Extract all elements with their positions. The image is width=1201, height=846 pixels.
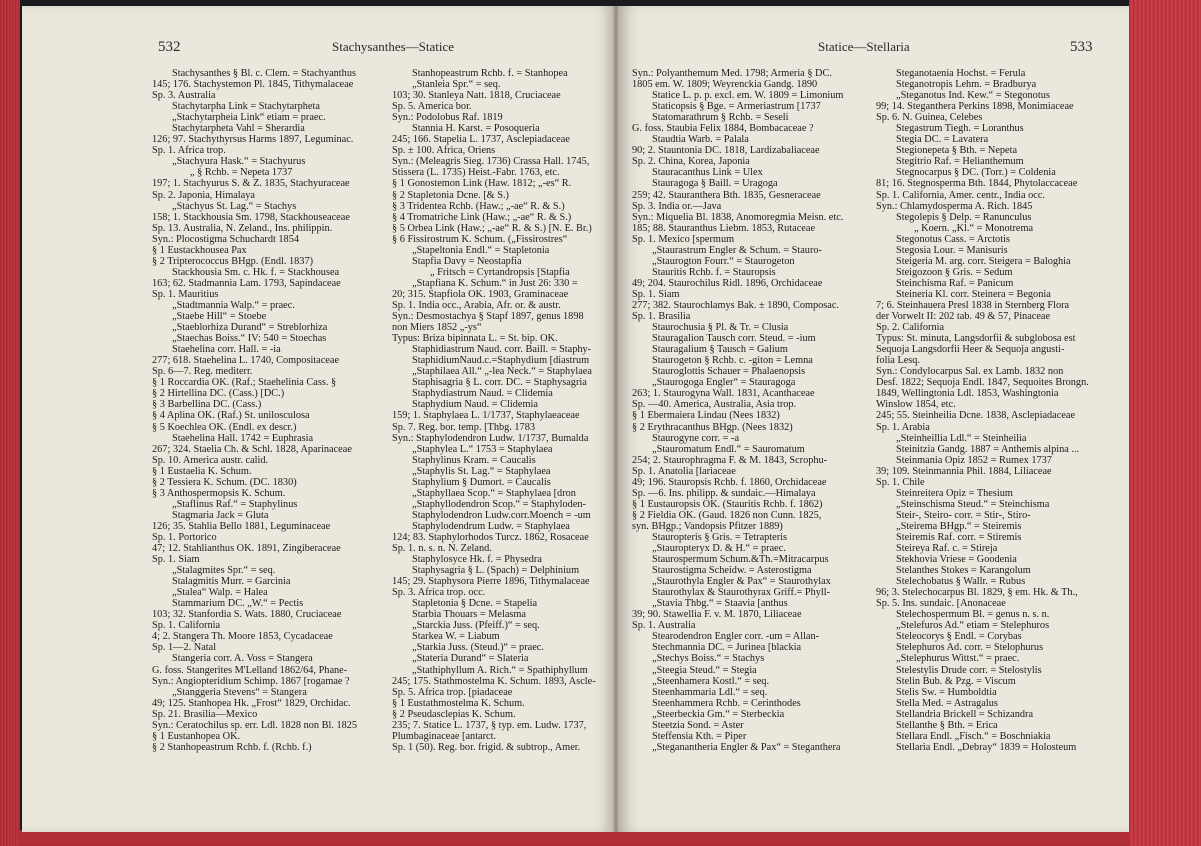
entry-line: § 2 Stanhopeastrum Rchb. f. (Rchb. f.) [152, 741, 312, 753]
entry-line: § 5 Koechlea OK. (Endl. ex descr.) [152, 421, 297, 433]
entry-line: Sp. 21. Brasilia—Mexico [152, 708, 258, 720]
entry-line: 7; 6. Steinhauera Presl 1838 in Sternberg Flora [876, 299, 1070, 311]
entry-line: 245; 175. Stathmostelma K. Schum. 1893, Ascle- [392, 675, 596, 687]
entry-line: 126; 35. Stahlia Bello 1881, Leguminaceae [152, 520, 331, 532]
entry-line: § 1 Ebermaiera Lindau (Nees 1832) [632, 410, 780, 422]
entry-line: 96; 3. Stelechocarpus Bl. 1829, § em. Hk. & Th., [876, 587, 1078, 599]
entry-line: 81; 16. Stegnosperma Bth. 1844, Phytolaccaceae [876, 178, 1078, 190]
entry-line: Steenhammaria Ldl.“ = seq. [652, 686, 768, 698]
entry-line: Syn.: Angiopteridium Schimp. 1867 [rogamae ? [152, 675, 350, 687]
right-running-head: Statice—Stellaria [818, 39, 910, 54]
entry-line: Steinitzia Gandg. 1887 = Anthemis alpina ... [896, 443, 1080, 455]
entry-line: „Stapfiana K. Schum.“ in Just 26: 330 = [412, 277, 578, 289]
entry-line: Steleocorys § Endl. = Corybas [896, 631, 1022, 643]
entry-line: „Stanleia Spr.“ = seq. [412, 79, 501, 91]
book-edge-left [0, 0, 20, 846]
entry-line: 145; 29. Staphysora Pierre 1896, Tithymalaceae [392, 576, 590, 588]
entry-line: „Staphylea L.“ 1753 = Staphylaea [412, 443, 553, 455]
entry-line: Stelechobatus § Wallr. = Rubus [896, 576, 1026, 588]
entry-line: 277; 382. Staurochlamys Bak. ± 1890, Composac. [632, 299, 839, 311]
entry-line: Stauropteris § Gris. = Tetrapteris [652, 531, 788, 543]
entry-line: Stauragalion Tausch corr. Steud. = -ium [652, 333, 816, 345]
entry-line: Staticopsis § Bge. = Armeriastrum [1737 [652, 101, 821, 113]
entry-line: „ § Rchb. = Nepeta 1737 [190, 167, 293, 179]
entry-line: „Stauropteryx D. & H.“ = praec. [652, 543, 786, 555]
entry-line: Sp. 6—7. Reg. mediterr. [152, 366, 253, 378]
entry-line: „Stachyura Hask.“ = Stachyurus [172, 156, 306, 168]
entry-line: 245; 166. Stapelia L. 1737, Asclepiadaceae [392, 134, 570, 146]
entry-line: Sp. 1. California [152, 620, 221, 632]
entry-line: Syn.: (Meleagris Sieg. 1736) Crassa Hall. 1745, [392, 156, 590, 168]
entry-line: folia Lesq. [876, 355, 921, 367]
entry-line: Syn.: Plocostigma Schuchardt 1854 [152, 233, 300, 245]
entry-line: Stagmaria Jack = Gluta [172, 509, 269, 521]
entry-line: Typus: St. minuta, Langsdorfii & subglobosa est [876, 333, 1076, 345]
entry-line: 47; 12. Stahlianthus OK. 1891, Zingiberaceae [152, 543, 341, 555]
entry-line: § 1 Eustaelia K. Schum. [152, 465, 252, 477]
entry-line: 245; 55. Steinheilia Dcne. 1838, Asclepiadaceae [876, 410, 1076, 422]
entry-line: Stachysanthes § Bl. c. Clem. = Stachyanthus [172, 68, 356, 79]
entry-line: Staphylinus Kram. = Caucalis [412, 454, 536, 466]
entry-line: „ Fritsch = Cyrtandropsis [Stapfia [430, 266, 570, 278]
entry-line: „Staurogton Fourr.“ = Staurogeton [652, 255, 795, 267]
entry-line: Staudtia Warb. = Palala [652, 134, 749, 146]
entry-line: Stegastrum Tiegh. = Loranthus [896, 123, 1024, 135]
entry-line: Sp. 2. Japonia, Himalaya [152, 189, 255, 201]
entry-line: „Stadtmannia Walp.“ = praec. [172, 299, 295, 311]
entry-line: § 2 Stapletonia Dcne. [& S.) [392, 189, 509, 201]
entry-line: Staphysagria § L. (Spach) = Delphinium [412, 565, 580, 577]
entry-line: 49; 125. Stanhopea Hk. „Frost“ 1829, Orchidac. [152, 697, 351, 709]
entry-line: 259; 42. Stauranthera Bth. 1835, Gesneraceae [632, 189, 821, 201]
entry-line: Syn.: Miquelia Bl. 1838, Anomoregmia Meisn. etc. [632, 211, 844, 223]
entry-line: Staurogeton § Rchb. c. -giton = Lemna [652, 355, 813, 367]
entry-line: Starkea W. = Liabum [412, 631, 500, 643]
entry-line: „Stauromatum Endl.“ = Sauromatum [652, 443, 805, 455]
entry-line: „Staurogoga Engler“ = Stauragoga [652, 377, 796, 389]
entry-line: § 2 Hirtellina DC. (Cass.) [DC.) [152, 388, 285, 400]
entry-line: 49; 196. Stauropsis Rchb. f. 1860, Orchidaceae [632, 476, 827, 488]
entry-line: Sp. 1. Brasilia [632, 311, 691, 323]
entry-line: 185; 88. Stauranthus Liebm. 1853, Rutaceae [632, 222, 816, 234]
entry-line: Stegnocarpus § DC. (Torr.) = Coldenia [896, 167, 1056, 179]
entry-line: § 1 Eustanhopea OK. [152, 730, 241, 742]
entry-line: Sp. 5. Africa trop. [piadaceae [392, 686, 513, 698]
entry-line: Stegosia Lour. = Manisuris [896, 244, 1008, 256]
entry-line: „Steirema BHgp.“ = Steiremis [896, 520, 1022, 532]
entry-line: Stapletonia § Dcne. = Stapelia [412, 598, 538, 610]
entry-line: 277; 618. Staehelina L. 1740, Compositaceae [152, 355, 340, 367]
entry-line: Stachytarpheta Vahl = Sherardia [172, 123, 305, 135]
entry-line: Steinmania Opiz 1852 = Rumex 1737 [896, 454, 1052, 466]
entry-line: Sp. 3. Africa trop. occ. [392, 587, 486, 599]
entry-line: Sp. 7. Reg. bor. temp. [Thbg. 1783 [392, 421, 536, 433]
entry-line: 1805 em. W. 1809; Weyrenckia Gandg. 1890 [632, 79, 818, 91]
entry-line: Stegionepeta § Bth. = Nepeta [896, 145, 1018, 157]
entry-line: StaphidiumNaud.c.=Staphydium [diastrum [412, 355, 590, 367]
entry-line: Syn.: Podolobus Raf. 1819 [392, 112, 503, 124]
entry-line: Steganotropis Lehm. = Bradburya [896, 79, 1037, 91]
entry-line: Stangeria corr. A. Voss = Stangera [172, 653, 313, 665]
entry-line: syn. BHgp.; Vandopsis Pfitzer 1889) [632, 520, 783, 532]
entry-line: Syn.: Condylocarpus Sal. ex Lamb. 1832 non [876, 366, 1064, 378]
entry-line: Staphydium Naud. = Clidemia [412, 399, 538, 411]
entry-line: 163; 62. Stadmannia Lam. 1793, Sapindaceae [152, 277, 341, 289]
entry-line: Staphylium § Dumort. = Caucalis [412, 476, 551, 488]
entry-line: „Steganotus Ind. Kew.“ = Stegonotus [896, 90, 1050, 102]
entry-line: § 1 Eustathmostelma K. Schum. [392, 697, 525, 709]
entry-line: Winslow 1854, etc. [876, 399, 956, 411]
entry-line: „Steenhamera Kostl.“ = seq. [652, 675, 770, 687]
entry-line: Sp. 1—2. Natal [152, 642, 217, 654]
entry-line: Sp. 3. Australia [152, 90, 216, 102]
entry-line: Desf. 1822; Sequoja Endl. 1847, Sequoites Brongn. [876, 377, 1089, 389]
entry-line: „Steganantheria Engler & Pax“ = Steganthera [652, 741, 841, 753]
entry-line: 1849, Wellingtonia Ldl. 1853, Washingtonia [876, 388, 1059, 400]
entry-line: Staphydiastrum Naud. = Clidemia [412, 388, 553, 400]
entry-line: 267; 324. Staelia Ch. & Schl. 1828, Aparinaceae [152, 443, 352, 455]
entry-line: Stechmannia DC. = Jurinea [blackia [652, 642, 802, 654]
entry-line: „Starckia Juss. (Pfeiff.)“ = seq. [412, 620, 540, 632]
entry-line: „Steinschisma Steud.“ = Steinchisma [896, 498, 1050, 510]
entry-line: Stauragalium § Tausch = Galium [652, 344, 788, 356]
entry-line: Stelanthes Stokes = Karangolum [896, 565, 1031, 577]
entry-line: Sp. 13. Australia, N. Zeland., Ins. philippin. [152, 222, 333, 234]
entry-line: „Stalea“ Walp. = Halea [172, 587, 268, 599]
entry-line: Sp. 1. Africa trop. [152, 145, 226, 157]
entry-line: Stegitrio Raf. = Helianthemum [896, 156, 1024, 168]
entry-line: 126; 97. Stachythyrsus Harms 1897, Leguminac. [152, 134, 354, 146]
entry-line: Stekhovia Vriese = Goodenia [896, 554, 1017, 566]
entry-line: „Steinheillia Ldl.“ = Steinheilia [896, 432, 1027, 444]
book-edge-bottom [20, 830, 1129, 846]
entry-line: „Stavia Thbg.“ = Staavia [anthus [652, 598, 788, 610]
entry-line: Sp. 1. Arabia [876, 421, 930, 433]
entry-line: Staurospermum Schum.&Th.=Mitracarpus [652, 554, 829, 566]
entry-line: Steiremis Raf. corr. = Stiremis [896, 531, 1022, 543]
entry-line: 235; 7. Statice L. 1737, § typ. em. Ludw. 1737, [392, 719, 587, 731]
entry-line: „Stalagmites Spr.“ = seq. [172, 565, 276, 577]
right-page-number: 533 [1070, 39, 1093, 55]
entry-line: Staehelina corr. Hall. = -ia [172, 344, 281, 356]
entry-line: Stissera (L. 1735) Heist.-Fabr. 1763, etc. [392, 167, 560, 179]
entry-line: Sp. 1. Anatolia [lariaceae [632, 465, 736, 477]
entry-line: Stackhousia Sm. c. Hk. f. = Stackhousea [172, 266, 340, 278]
entry-line: 39; 90. Stawellia F. v. M. 1870, Liliaceae [632, 609, 802, 621]
entry-line: „Staphyllodendron Scop.“ = Staphyloden- [412, 498, 586, 510]
entry-line: Syn.: Ceratochilus sp. err. Ldl. 1828 non Bl. 1825 [152, 719, 358, 731]
entry-line: Stelin Bub. & Pzg. = Viscum [896, 675, 1016, 687]
entry-line: „Stanggeria Stevens“ = Stangera [172, 686, 307, 698]
entry-line: Stellaria Endl. „Debray“ 1839 = Holosteum [896, 741, 1077, 753]
entry-line: „Staebe Hill“ = Stoebe [172, 311, 267, 323]
entry-line: Staehelina Hall. 1742 = Euphrasia [172, 432, 314, 444]
entry-line: § 1 Gonostemon Link (Haw. 1812; „-es“ R. [392, 178, 572, 190]
entry-line: § 2 Fieldia OK. (Gaud. 1826 non Cunn. 1825, [632, 509, 822, 521]
entry-line: Stauragoga § Baill. = Uragoga [652, 178, 778, 190]
entry-line: 145; 176. Stachystemon Pl. 1845, Tithymalaceae [152, 79, 354, 91]
entry-line: Sp. 1. Chile [876, 476, 925, 488]
entry-line: Sp. 5. America bor. [392, 101, 472, 113]
right-column-2 [876, 68, 1122, 753]
entry-line: Sp. 1. Siam [152, 554, 200, 566]
entry-line: § 2 Erythracanthus BHgp. (Nees 1832) [632, 421, 793, 433]
entry-line: § 1 Eustackhousea Pax [152, 244, 247, 256]
entry-line: Steganotaenia Hochst. = Ferula [896, 68, 1026, 79]
entry-line: 159; 1. Staphylaea L. 1/1737, Staphylaeaceae [392, 410, 580, 422]
entry-line: Stachytarpha Link = Stachytarpheta [172, 101, 320, 113]
entry-line: 197; 1. Stachyurus S. & Z. 1835, Stachyuraceae [152, 178, 350, 190]
entry-line: Sp. 10. America austr. calid. [152, 454, 269, 466]
entry-line: 263; 1. Staurogyna Wall. 1831, Acanthaceae [632, 388, 815, 400]
entry-line: Staurothylax & Staurothyrax Griff.= Phyll- [652, 587, 831, 599]
entry-line: § 3 Anthospermopsis K. Schum. [152, 487, 286, 499]
entry-line: Sp. ± 100. Africa, Oriens [392, 145, 496, 157]
entry-line: Stearodendron Engler corr. -um = Allan- [652, 631, 820, 643]
entry-line: § 2 Tessiera K. Schum. (DC. 1830) [152, 476, 297, 488]
entry-line: 99; 14. Steganthera Perkins 1898, Monimiaceae [876, 101, 1074, 113]
entry-line: Stegolepis § Delp. = Ranunculus [896, 211, 1032, 223]
entry-line: non Miers 1852 „-ys“ [392, 322, 482, 334]
entry-line: Statomarathrum § Rchb. = Seseli [652, 112, 789, 124]
entry-line: Statice L. p. p. excl. em. W. 1809 = Limonium [652, 90, 844, 102]
right-column-1 [632, 68, 872, 753]
entry-line: „Stachyus St. Lag.“ = Stachys [172, 200, 297, 212]
entry-line: Stannia H. Karst. = Posoqueria [412, 123, 540, 135]
entry-line: „Stapeltonia Endl.“ = Stapletonia [412, 244, 550, 256]
entry-line: Steineria Kl. corr. Steinera = Begonia [896, 288, 1051, 300]
entry-line: Stegia DC. = Lavatera [896, 134, 989, 146]
right-page [618, 6, 1129, 832]
entry-line: Sp. 2. China, Korea, Japonia [632, 156, 750, 168]
entry-line: Sp. 1. Australia [632, 620, 696, 632]
entry-line: Stapfia Davy = Neostapfia [412, 255, 522, 267]
entry-line: Staurostigma Scheidw. = Asterostigma [652, 565, 812, 577]
entry-line: Stammarium DC. „W.“ = Pectis [172, 598, 304, 610]
entry-line: „Staphyllaea Scop.“ = Staphylaea [dron [412, 487, 576, 499]
entry-line: „Steegia Steud.“ = Stegia [652, 664, 757, 676]
entry-line: Sp. —6. Ins. philipp. & sundaic.—Himalaya [632, 487, 816, 499]
entry-line: § 3 Barbellina DC. (Cass.) [152, 399, 262, 411]
left-page-number: 532 [158, 39, 181, 55]
entry-line: „Stateria Durand“ = Slateria [412, 653, 529, 665]
entry-line: Staphisagria § L. corr. DC. = Staphysagria [412, 377, 587, 389]
entry-line: Syn.: Staphylodendron Ludw. 1/1737, Bumalda [392, 432, 589, 444]
left-column-2 [392, 68, 612, 753]
entry-line: § 5 Orbea Link (Haw.; „-ae“ R. & S.) [N. E. Br.) [392, 222, 592, 234]
entry-line: Stelechospermum Bl. = genus n. s. n. [896, 609, 1050, 621]
entry-line: 254; 2. Staurophragma F. & M. 1843, Scrophu- [632, 454, 828, 466]
entry-line: § 1 Eustauropsis OK. (Stauritis Rchb. f. 1862) [632, 498, 823, 510]
entry-line: „Staphilaea All.“ „-lea Neck.“ = Staphylaea [412, 366, 592, 378]
entry-line: Staphidiastrum Naud. corr. Baill. = Staphy- [412, 344, 592, 356]
entry-line: Syn.: Polyanthemum Med. 1798; Armeria § DC. [632, 68, 832, 79]
entry-line: 20; 315. Stapfiola OK. 1903, Graminaceae [392, 288, 569, 300]
entry-line: Steetzia Sond. = Aster [652, 719, 744, 731]
entry-line: Sp. 2. California [876, 322, 945, 334]
entry-line: § 4 Tromatriche Link (Haw.; „-ae“ R. & S.) [392, 211, 572, 223]
entry-line: Steinchisma Raf. = Panicum [896, 277, 1014, 289]
entry-line: 124; 83. Staphylorhodos Turcz. 1862, Rosaceae [392, 531, 589, 543]
entry-line: „Staphylis St. Lag.“ = Staphylaea [412, 465, 551, 477]
entry-line: Steinreitera Opiz = Thesium [896, 487, 1013, 499]
entry-line: Stelestylis Drude corr. = Stelostylis [896, 664, 1042, 676]
entry-line: 103; 30. Stanleya Natt. 1818, Cruciaceae [392, 90, 561, 102]
left-column-1 [152, 68, 388, 753]
entry-line: Sequoja Langsdorfii Heer & Sequoja angusti- [876, 344, 1065, 356]
entry-line: § 4 Aplina OK. (Raf.) St. unilosculosa [152, 410, 310, 422]
entry-line: Sp. 3. India or.—Java [632, 200, 722, 212]
entry-line: Sp. 1. India occ., Arabia, Afr. or. & austr. [392, 299, 561, 311]
entry-line: Sp. 1. Siam [632, 288, 680, 300]
entry-line: Steffensia Kth. = Piper [652, 730, 747, 742]
entry-line: Plumbaginaceae [antarct. [392, 730, 497, 742]
entry-line: Sp. 1 (50). Reg. bor. frigid. & subtrop., Amer. [392, 741, 581, 753]
entry-line: „Stachytarpheia Link“ etiam = praec. [172, 112, 326, 124]
entry-line: Stegonotus Cass. = Arctotis [896, 233, 1010, 245]
entry-line: Sp. 1. Mauritius [152, 288, 219, 300]
entry-line: Steigozoon § Gris. = Sedum [896, 266, 1013, 278]
entry-line: Stelephuros Ad. corr. = Stelophurus [896, 642, 1044, 654]
entry-line: „Staechas Boiss.“ IV: 540 = Stoechas [172, 333, 327, 345]
entry-line: Stalagmitis Murr. = Garcinia [172, 576, 291, 588]
entry-line: „Staurothyla Engler & Pax“ = Staurothylax [652, 576, 831, 588]
entry-line: „Starkia Juss. (Steud.)“ = praec. [412, 642, 544, 654]
entry-line: Sp. 1. California, Amer. centr., India occ. [876, 189, 1045, 201]
entry-line: Stellanthe § Bth. = Erica [896, 719, 998, 731]
entry-line: „Staflinus Raf.“ = Staphylinus [172, 498, 298, 510]
entry-line: Steireya Raf. c. = Stireja [896, 543, 998, 555]
entry-line: Stellara Endl. „Fisch.“ = Boschniakia [896, 730, 1051, 742]
entry-line: Steir-, Steiro- corr. = Stir-, Stiro- [896, 509, 1031, 521]
entry-line: 4; 2. Stangera Th. Moore 1853, Cycadaceae [152, 631, 333, 643]
entry-line: § 1 Roccardia OK. (Raf.; Staehelinia Cass. § [152, 377, 337, 389]
entry-line: G. foss. Staubia Felix 1884, Bombacaceae ? [632, 123, 814, 135]
entry-line: Syn.: Desmostachya § Stapf 1897, genus 1898 [392, 311, 584, 323]
entry-line: § 3 Tridentea Rchb. (Haw.; „-ae“ R. & S.) [392, 200, 565, 212]
entry-line: Steigeria M. arg. corr. Steigera = Baloghia [896, 255, 1071, 267]
entry-line: „Stathiphyllum A. Rich.“ = Spathiphyllum [412, 664, 588, 676]
entry-line: „Stechys Boiss.“ = Stachys [652, 653, 765, 665]
entry-line: Sp. 1. n. s. n. N. Zeland. [392, 543, 492, 555]
entry-line: Syn.: Chlamydosperma A. Rich. 1845 [876, 200, 1033, 212]
entry-line: 39; 109. Steinmannia Phil. 1884, Liliaceae [876, 465, 1052, 477]
entry-line: Sp. 1. Mexico [spermum [632, 233, 735, 245]
entry-line: § 2 Tripterococcus BHgp. (Endl. 1837) [152, 255, 314, 267]
entry-line: „Staurastrum Engler & Schum. = Stauro- [652, 244, 822, 256]
entry-line: der Vorwelt II: 202 tab. 49 & 57, Pinaceae [876, 311, 1051, 323]
entry-line: 49; 204. Staurochilus Ridl. 1896, Orchidaceae [632, 277, 823, 289]
entry-line: Stelis Sw. = Humboldtia [896, 686, 997, 698]
entry-line: Staurogyne corr. = -a [652, 432, 740, 444]
entry-line: „Staeblorhiza Durand“ = Streblorhiza [172, 322, 328, 334]
entry-line: Sp. 6. N. Guinea, Celebes [876, 112, 983, 124]
entry-line: Staphylosyce Hk. f. = Physedra [412, 554, 542, 566]
entry-line: § 6 Fissirostrum K. Schum. („Fissirostres“ [392, 233, 568, 245]
entry-line: Staphylodendrum Ludw. = Staphylaea [412, 520, 570, 532]
entry-line: Stanhopeastrum Rchb. f. = Stanhopea [412, 68, 568, 79]
entry-line: „Stelefuros Ad.“ etiam = Stelephuros [896, 620, 1050, 632]
book-edge-right [1129, 0, 1201, 846]
entry-line: Steenhammera Rchb. = Cerinthodes [652, 697, 801, 709]
entry-line: Sp. 1. Portorico [152, 531, 217, 543]
entry-line: „Steerbeckia Gm.“ = Sterbeckia [652, 708, 785, 720]
entry-line: Sp. —40. America, Australia, Asia trop. [632, 399, 797, 411]
left-page [22, 6, 616, 832]
entry-line: Stauroglottis Schauer = Phalaenopsis [652, 366, 806, 378]
entry-line: § 2 Pseudasclepias K. Schum. [392, 708, 516, 720]
entry-line: Stauracanthus Link = Ulex [652, 167, 763, 179]
left-running-head: Stachysanthes—Statice [332, 39, 455, 54]
entry-line: Stauritis Rchb. f. = Stauropsis [652, 266, 776, 278]
entry-line: Sp. 5. Ins. sundaic. [Anonaceae [876, 598, 1006, 610]
entry-line: 158; 1. Stackhousia Sm. 1798, Stackhouseaceae [152, 211, 350, 223]
entry-line: Stella Med. = Astragalus [896, 697, 998, 709]
entry-line: 103; 32. Stanfordia S. Wats. 1880, Cruciaceae [152, 609, 342, 621]
entry-line: Typus: Briza bipinnata L. = St. bip. OK. [392, 333, 558, 345]
entry-line: Stellandria Brickell = Schizandra [896, 708, 1034, 720]
entry-line: G. foss. Stangerites M'Lelland 1862/64, Phane- [152, 664, 348, 676]
entry-line: „Stelephurus Wittst.“ = praec. [896, 653, 1020, 665]
entry-line: „ Koern. „Kl.“ = Monotrema [914, 222, 1034, 234]
entry-line: Staurochusia § Pl. & Tr. = Clusia [652, 322, 789, 334]
entry-line: Starbia Thouars = Melasma [412, 609, 526, 621]
entry-line: 90; 2. Stauntonia DC. 1818, Lardizabaliaceae [632, 145, 820, 157]
entry-line: Staphylodendron Ludw.corr.Moench = -um [412, 509, 591, 521]
